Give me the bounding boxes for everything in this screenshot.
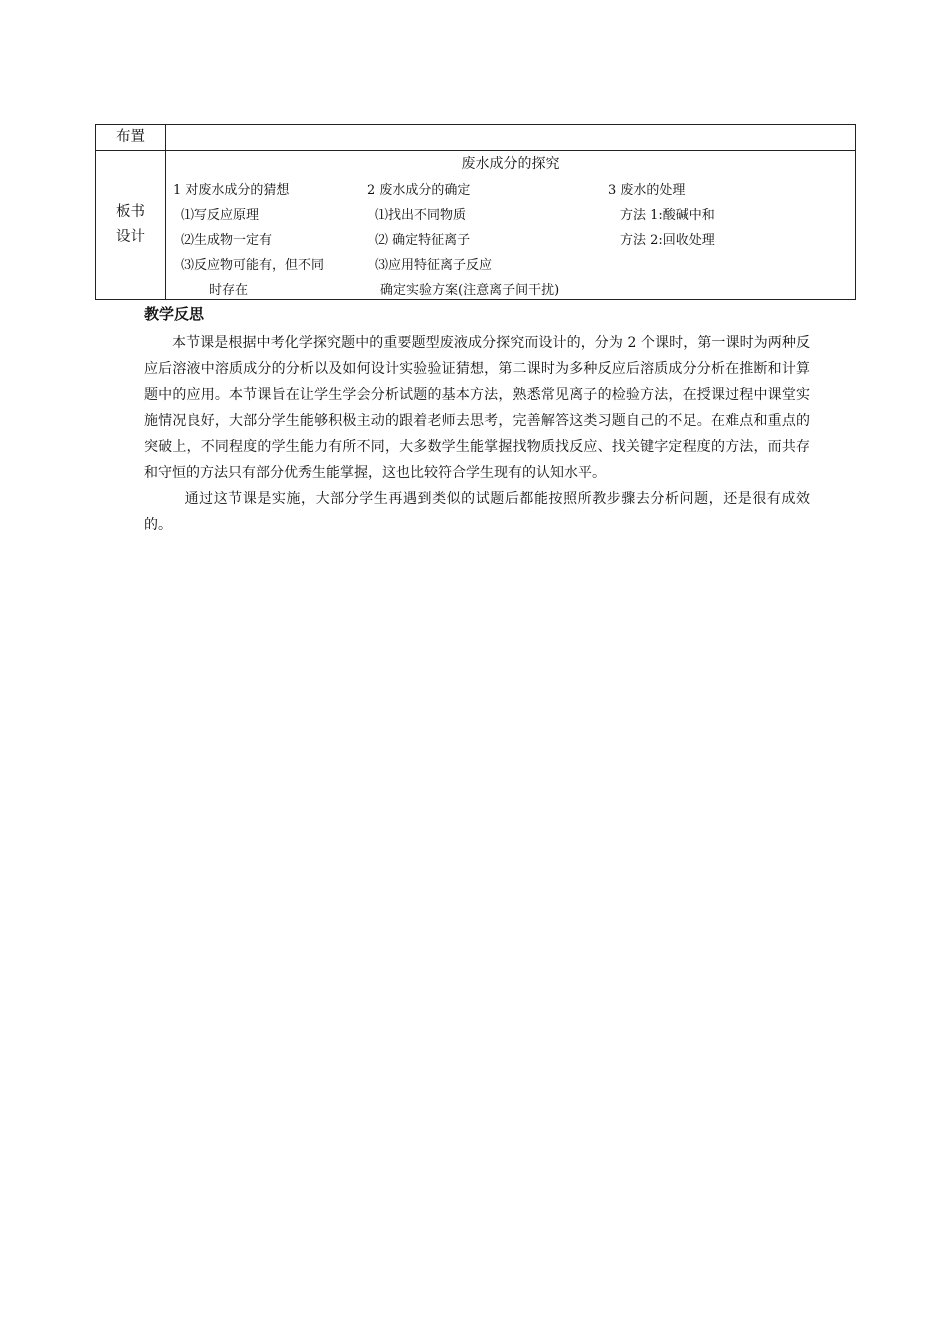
board-design-content [166, 151, 856, 300]
board-item: ⑴找出不同物质 [375, 208, 467, 223]
board-design-row [96, 151, 856, 300]
board-column-heading: 1 对废水成分的猜想 [173, 183, 290, 198]
board-item: 方法 2:回收处理 [620, 233, 715, 248]
lesson-plan-table [95, 124, 856, 300]
board-title: 废水成分的探究 [461, 156, 560, 172]
board-design-label-line2: 设计 [116, 229, 145, 245]
assignment-row [96, 125, 856, 151]
board-item: 时存在 [209, 283, 249, 298]
assignment-label: 布置 [96, 125, 166, 151]
board-item: ⑶反应物可能有，但不同 [181, 258, 325, 273]
board-item: ⑶应用特征离子反应 [375, 258, 493, 273]
board-column-heading: 3 废水的处理 [608, 183, 686, 198]
reflection-body [144, 330, 810, 538]
board-item: ⑵生成物一定有 [181, 233, 273, 248]
board-item: ⑴写反应原理 [181, 208, 260, 223]
board-column-guess [173, 178, 324, 303]
reflection-heading: 教学反思 [144, 305, 205, 323]
board-item: 确定实验方案(注意离子间干扰) [380, 283, 560, 298]
reflection-paragraph: 本节课是根据中考化学探究题中的重要题型废液成分探究而设计的，分为 2 个课时，第一课时为两种反应后溶液中溶质成分的分析以及如何设计实验验证猜想，第二课时为多种反应后溶质成分分析在推断和计算题中的应用。本节课旨在让学生学会分析试题的基本方法，熟悉常见离子的检验方法，在授课过程中课堂实施情况良好，大部分学生能够积极主动的跟着老师去思考，完善解答这类习题自己的不足。在难点和重点的突破上，不同程度的学生能力有所不同，大多数学生能掌握找物质找反应、找关键字定程度的方法，而共存和守恒的方法只有部分优秀生能掌握，这也比较符合学生现有的认知水平。 [144, 335, 810, 481]
reflection-paragraph: 通过这节课是实施，大部分学生再遇到类似的试题后都能按照所教步骤去分析问题，还是很有成效的。 [144, 491, 810, 533]
board-item: ⑵ 确定特征离子 [375, 233, 471, 248]
board-item: 方法 1:酸碱中和 [620, 208, 715, 223]
board-column-determine [367, 178, 559, 303]
board-column-treatment [608, 178, 715, 253]
board-design-label-line1: 板书 [116, 204, 145, 220]
assignment-content [166, 125, 856, 151]
board-column-heading: 2 废水成分的确定 [367, 183, 471, 198]
board-design-label [96, 151, 166, 300]
